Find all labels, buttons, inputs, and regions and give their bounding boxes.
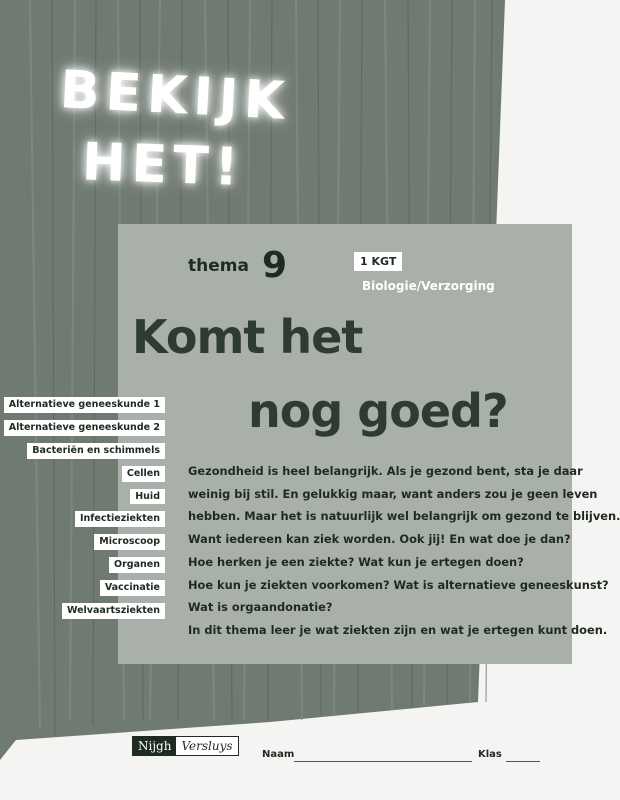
name-label: Naam: [262, 749, 295, 760]
level-badge: 1 KGT: [354, 252, 402, 271]
publisher-logo: [132, 736, 239, 756]
intro-line: Hoe herken je een ziekte? Wat kun je ertegen doen?: [188, 554, 524, 569]
headline-line2: nog goed?: [248, 384, 508, 438]
intro-line: Gezondheid is heel belangrijk. Als je gezond bent, sta je daar: [188, 464, 583, 478]
topic-item: Cellen: [122, 466, 165, 482]
intro-line: Wat is orgaandonatie?: [188, 600, 333, 615]
class-field-line[interactable]: [506, 761, 540, 762]
class-label: Klas: [478, 749, 502, 760]
publisher-logo-part2: Versluys: [181, 739, 233, 753]
topic-item: Microscoop: [94, 534, 165, 550]
cover-title-line1: BEKIJK: [58, 60, 292, 132]
headline-line1: Komt het: [132, 310, 363, 364]
topic-item: Alternatieve geneeskunde 1: [4, 397, 165, 413]
thema-number: 9: [262, 245, 288, 286]
intro-line: Hoe kun je ziekten voorkomen? Wat is alternatieve geneeskunst?: [188, 577, 609, 592]
cover-title-line2: HET!: [81, 132, 246, 199]
intro-line: In dit thema leer je wat ziekten zijn en wat je ertegen kunt doen.: [188, 622, 608, 637]
thema-label: thema: [188, 256, 249, 276]
cover-title: [58, 60, 292, 199]
subject-label: Biologie/Verzorging: [362, 279, 495, 293]
topic-item: Huid: [130, 489, 165, 505]
topic-item: Vaccinatie: [100, 580, 165, 596]
topic-list: [4, 397, 165, 619]
intro-line: Want iedereen kan ziek worden. Ook jij! En wat doe je dan?: [188, 532, 571, 547]
intro-line: hebben. Maar het is natuurlijk wel belangrijk om gezond te blijven.: [188, 509, 620, 524]
name-field-line[interactable]: [294, 761, 472, 762]
topic-item: Welvaartsziekten: [62, 603, 165, 619]
topic-item: Bacteriën en schimmels: [27, 443, 165, 459]
topic-item: Infectieziekten: [75, 511, 165, 527]
intro-line: weinig bij stil. En gelukkig maar, want anders zou je geen leven: [188, 486, 598, 501]
topic-item: Organen: [109, 557, 165, 573]
publisher-logo-part1: Nijgh: [133, 737, 176, 755]
topic-item: Alternatieve geneeskunde 2: [4, 420, 165, 436]
intro-text: [188, 460, 620, 642]
